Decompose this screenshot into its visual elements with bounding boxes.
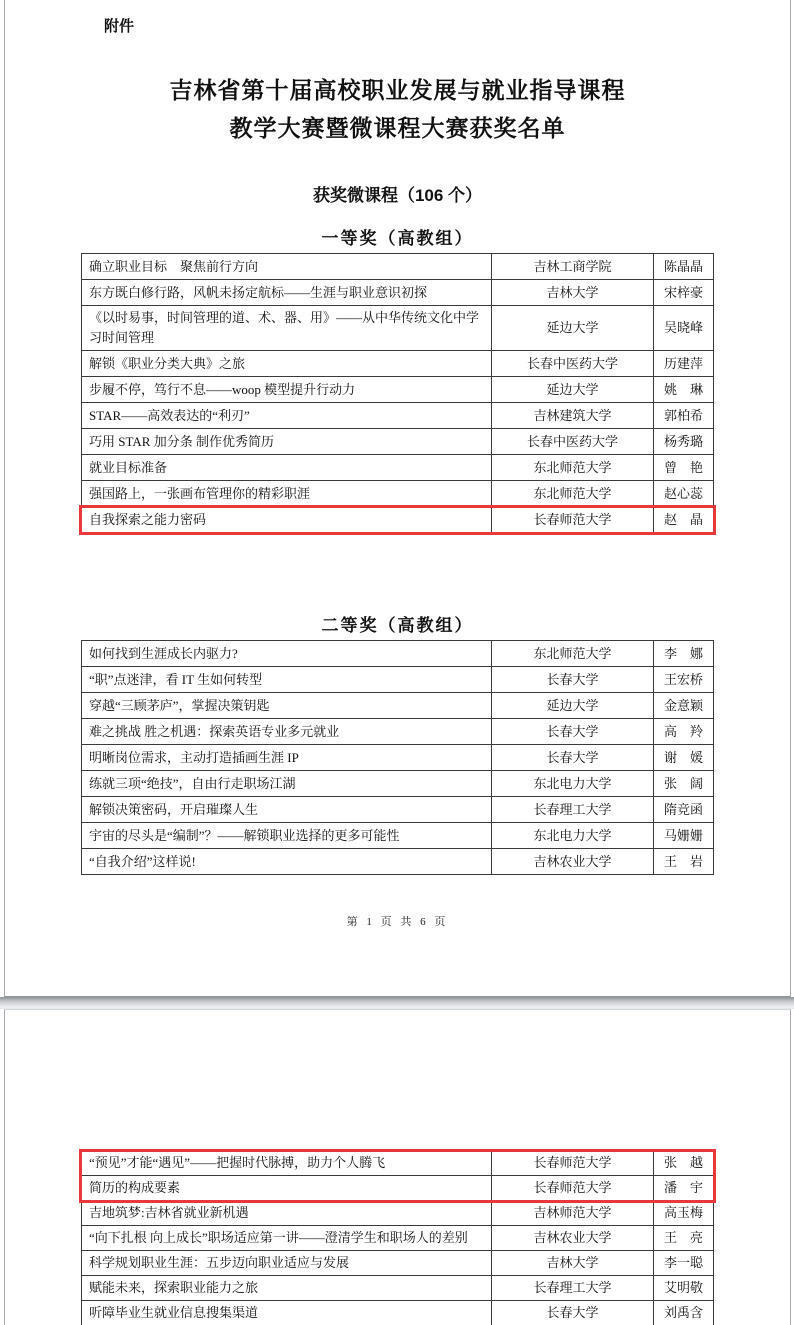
table-row <box>82 351 713 377</box>
university-cell: 东北电力大学 <box>492 771 654 796</box>
course-title-cell: 科学规划职业生涯：五步迈向职业适应与发展 <box>82 1251 492 1275</box>
document-title-line-2: 教学大赛暨微课程大赛获奖名单 <box>229 116 566 141</box>
table-row <box>82 823 713 849</box>
winner-name-cell: 潘 宇 <box>663 1180 703 1195</box>
winner-name-cell: 李 娜 <box>663 645 703 661</box>
winner-name-cell: 王 亮 <box>663 1230 703 1245</box>
table-row <box>82 771 713 797</box>
attachment-label: 附件 <box>104 18 135 35</box>
course-title-cell: 解锁《职业分类大典》之旅 <box>82 351 492 376</box>
university-cell: 长春理工大学 <box>492 1276 654 1300</box>
table-row <box>82 403 713 429</box>
course-title-cell: 难之挑战 胜之机遇：探索英语专业多元就业 <box>82 719 492 744</box>
table-row <box>82 429 713 455</box>
table-row <box>82 797 713 823</box>
winner-name-cell: 高玉梅 <box>663 1205 703 1220</box>
course-title-cell: 明晰岗位需求，主动打造插画生涯 IP <box>82 745 492 770</box>
university-cell: 长春大学 <box>492 745 654 770</box>
table-row <box>82 667 713 693</box>
university-cell: 长春大学 <box>492 667 654 692</box>
winner-name-cell: 曾 艳 <box>663 459 703 475</box>
table-row <box>82 507 713 533</box>
course-title-cell: 东方既白修行路，风帆未扬定航标——生涯与职业意识初探 <box>82 280 492 305</box>
university-cell: 延边大学 <box>492 377 654 402</box>
university-cell: 吉林师范大学 <box>492 1201 654 1225</box>
winner-name-cell: 杨秀璐 <box>663 433 703 449</box>
table-row <box>82 849 713 875</box>
winner-name-cell: 李一聪 <box>663 1255 703 1270</box>
course-title-cell: “职”点迷津，看 IT 生如何转型 <box>82 667 492 692</box>
university-cell: 东北电力大学 <box>492 823 654 848</box>
course-title-cell: 穿越“三顾茅庐”，掌握决策钥匙 <box>82 693 492 718</box>
table-row <box>82 455 713 481</box>
table-row <box>82 693 713 719</box>
table-row <box>82 1251 713 1276</box>
university-cell: 东北师范大学 <box>492 641 654 666</box>
university-cell: 长春大学 <box>492 1301 654 1325</box>
university-cell: 东北师范大学 <box>492 481 654 506</box>
course-title-cell: 巧用 STAR 加分条 制作优秀简历 <box>82 429 492 454</box>
course-title-cell: 简历的构成要素 <box>82 1176 492 1200</box>
winner-name-cell: 王宏桥 <box>663 671 703 687</box>
table-row <box>82 1176 713 1201</box>
table-row <box>82 745 713 771</box>
university-cell: 延边大学 <box>492 693 654 718</box>
university-cell: 长春中医药大学 <box>492 429 654 454</box>
course-title-cell: “自我介绍”这样说! <box>82 849 492 874</box>
university-cell: 吉林建筑大学 <box>492 403 654 428</box>
course-title-cell: 确立职业目标 聚焦前行方向 <box>82 254 492 279</box>
table-row <box>82 1276 713 1301</box>
course-title-cell: 强国路上，一张画布管理你的精彩职涯 <box>82 481 492 506</box>
page-separator <box>0 997 794 1009</box>
winner-name-cell: 高 羚 <box>663 723 703 739</box>
document-title <box>5 72 790 148</box>
table-row <box>82 1201 713 1226</box>
winner-name-cell: 历建萍 <box>663 355 703 371</box>
winner-name-cell: 王 岩 <box>663 853 703 869</box>
course-title-cell: 如何找到生涯成长内驱力? <box>82 641 492 666</box>
winner-name-cell: 吴晓峰 <box>663 320 703 335</box>
course-title-cell: 就业目标准备 <box>82 455 492 480</box>
document-title-line-1: 吉林省第十届高校职业发展与就业指导课程 <box>169 78 626 103</box>
course-title-cell: STAR——高效表达的“利刃” <box>82 403 492 428</box>
winner-name-cell: 张 阔 <box>663 775 703 791</box>
course-title-cell: 自我探索之能力密码 <box>82 507 492 532</box>
university-cell: 延边大学 <box>492 306 654 350</box>
course-title-cell: 宇宙的尽头是“编制”？——解锁职业选择的更多可能性 <box>82 823 492 848</box>
university-cell: 吉林农业大学 <box>492 1226 654 1250</box>
second-prize-heading: 二等奖（高教组） <box>321 616 474 635</box>
winner-name-cell: 金意颖 <box>663 697 703 713</box>
university-cell: 长春理工大学 <box>492 797 654 822</box>
university-cell: 长春大学 <box>492 719 654 744</box>
winner-name-cell: 谢 媛 <box>663 749 703 765</box>
course-title-cell: 吉地筑梦:吉林省就业新机遇 <box>82 1201 492 1225</box>
highlight-box <box>82 507 713 533</box>
course-title-cell: “预见”才能“遇见”——把握时代脉搏，助力个人腾飞 <box>82 1151 492 1175</box>
course-title-cell: 赋能未来，探索职业能力之旅 <box>82 1276 492 1300</box>
table-row <box>82 481 713 507</box>
table-row <box>82 1151 713 1176</box>
course-title-cell: 《以时易事，时间管理的道、术、器、用》——从中华传统文化中学习时间管理 <box>82 306 492 350</box>
winner-name-cell: 姚 琳 <box>663 381 703 397</box>
second-prize-table-continued <box>81 1151 714 1325</box>
document-page-1 <box>4 0 791 997</box>
course-title-cell: 听障毕业生就业信息搜集渠道 <box>82 1301 492 1325</box>
award-count-subtitle: 获奖微课程（106 个） <box>312 186 483 205</box>
winner-name-cell: 隋竞函 <box>663 801 703 817</box>
course-title-cell: 解锁决策密码，开启璀璨人生 <box>82 797 492 822</box>
course-title-cell: 步履不停，笃行不息——woop 模型提升行动力 <box>82 377 492 402</box>
first-prize-table <box>81 253 714 533</box>
university-cell: 长春中医药大学 <box>492 351 654 376</box>
first-prize-heading: 一等奖（高教组） <box>321 229 474 248</box>
second-prize-table <box>81 640 714 875</box>
table-row <box>82 1301 713 1325</box>
table-row <box>82 306 713 351</box>
course-title-cell: “向下扎根 向上成长”职场适应第一讲——澄清学生和职场人的差别 <box>82 1226 492 1250</box>
table-row <box>82 280 713 306</box>
university-cell: 长春师范大学 <box>492 1176 654 1200</box>
university-cell: 吉林大学 <box>492 280 654 305</box>
winner-name-cell: 张 越 <box>663 1155 703 1170</box>
page-number-footer: 第 1 页 共 6 页 <box>346 916 449 928</box>
winner-name-cell: 艾明敬 <box>663 1280 703 1295</box>
university-cell: 东北师范大学 <box>492 455 654 480</box>
winner-name-cell: 郭柏希 <box>663 407 703 423</box>
winner-name-cell: 马姗姗 <box>663 827 703 843</box>
university-cell: 长春师范大学 <box>492 507 654 532</box>
winner-name-cell: 刘禹含 <box>663 1305 703 1320</box>
highlight-box <box>82 1151 713 1201</box>
table-row <box>82 1226 713 1251</box>
course-title-cell: 练就三项“绝技”，自由行走职场江湖 <box>82 771 492 796</box>
table-row <box>82 377 713 403</box>
winner-name-cell: 赵 晶 <box>663 511 703 527</box>
table-row <box>82 641 713 667</box>
table-row <box>82 254 713 280</box>
winner-name-cell: 宋梓豪 <box>663 284 703 300</box>
document-page-2 <box>4 1009 791 1325</box>
winner-name-cell: 陈晶晶 <box>663 258 703 274</box>
table-row <box>82 719 713 745</box>
university-cell: 吉林农业大学 <box>492 849 654 874</box>
winner-name-cell: 赵心蕊 <box>663 485 703 501</box>
university-cell: 吉林工商学院 <box>492 254 654 279</box>
university-cell: 长春师范大学 <box>492 1151 654 1175</box>
university-cell: 吉林大学 <box>492 1251 654 1275</box>
